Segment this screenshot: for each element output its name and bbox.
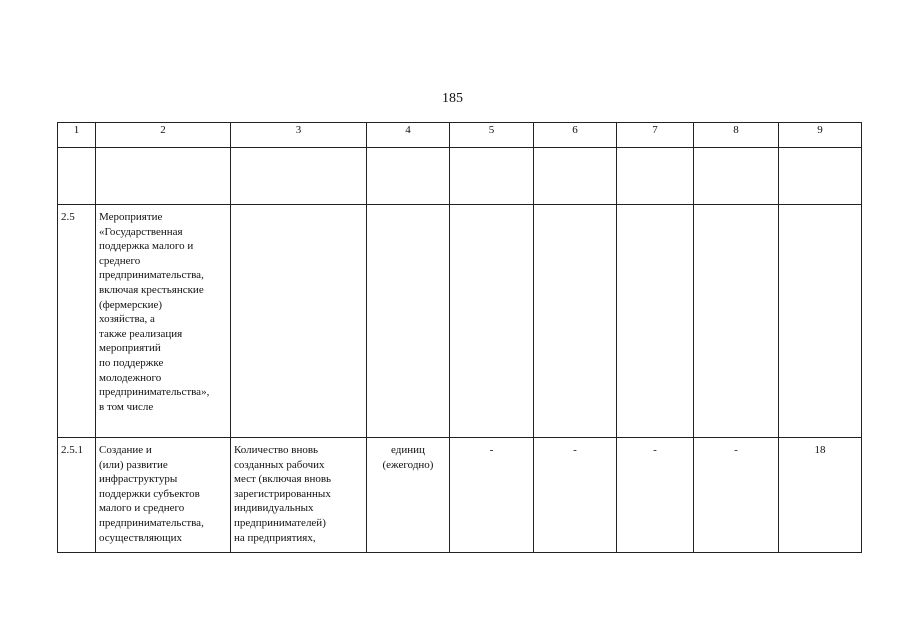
- column-header-4: 4: [367, 123, 450, 148]
- cell-value-5: [450, 148, 534, 205]
- cell-value-9: 18: [779, 438, 862, 553]
- cell-unit: [367, 205, 450, 438]
- cell-num: [58, 438, 96, 553]
- cell-value-5: -: [450, 438, 534, 553]
- column-header-1: 1: [58, 123, 96, 148]
- cell-indicator: [231, 438, 367, 553]
- cell-unit: [367, 148, 450, 205]
- table-row-2-5: [58, 205, 862, 438]
- column-header-8: 8: [694, 123, 779, 148]
- cell-unit: [367, 438, 450, 553]
- column-header-3: 3: [231, 123, 367, 148]
- cell-num: [58, 205, 96, 438]
- cell-name: [96, 148, 231, 205]
- table-row-empty: [58, 148, 862, 205]
- cell-value-8: -: [694, 438, 779, 553]
- measure-name: Создание и (или) развитие инфраструктуры поддержки субъектов малого и среднего предпринимательства, осуществляющих: [99, 444, 204, 544]
- cell-value-7: [617, 148, 694, 205]
- row-number: 2.5: [61, 211, 75, 223]
- program-measures-table: [57, 122, 862, 553]
- column-header-6: 6: [534, 123, 617, 148]
- measure-name: Мероприятие «Государственная поддержка малого и среднего предпринимательства, включая крестьянские (фермерские) хозяйства, а также реализация мероприятий по поддержке молодежного предпринимательства», в том числе: [99, 211, 210, 413]
- cell-value-9: [779, 205, 862, 438]
- page-number: 185: [442, 91, 463, 106]
- cell-value-8: [694, 148, 779, 205]
- cell-value-7: -: [617, 438, 694, 553]
- table-row-2-5-1: [58, 438, 862, 553]
- indicator-name: Количество вновь созданных рабочих мест (включая вновь зарегистрированных индивидуальных предпринимателей) на предприятиях,: [234, 444, 332, 544]
- row-number: 2.5.1: [61, 444, 83, 456]
- column-header-9: 9: [779, 123, 862, 148]
- cell-indicator: [231, 205, 367, 438]
- column-number-header-row: [58, 123, 862, 148]
- unit-of-measure: единиц (ежегодно): [382, 444, 434, 471]
- cell-value-6: -: [534, 438, 617, 553]
- cell-name: [96, 205, 231, 438]
- cell-value-5: [450, 205, 534, 438]
- cell-value-6: [534, 205, 617, 438]
- cell-value-8: [694, 205, 779, 438]
- column-header-2: 2: [96, 123, 231, 148]
- cell-num: [58, 148, 96, 205]
- cell-name: [96, 438, 231, 553]
- column-header-7: 7: [617, 123, 694, 148]
- cell-indicator: [231, 148, 367, 205]
- cell-value-6: [534, 148, 617, 205]
- cell-value-9: [779, 148, 862, 205]
- cell-value-7: [617, 205, 694, 438]
- column-header-5: 5: [450, 123, 534, 148]
